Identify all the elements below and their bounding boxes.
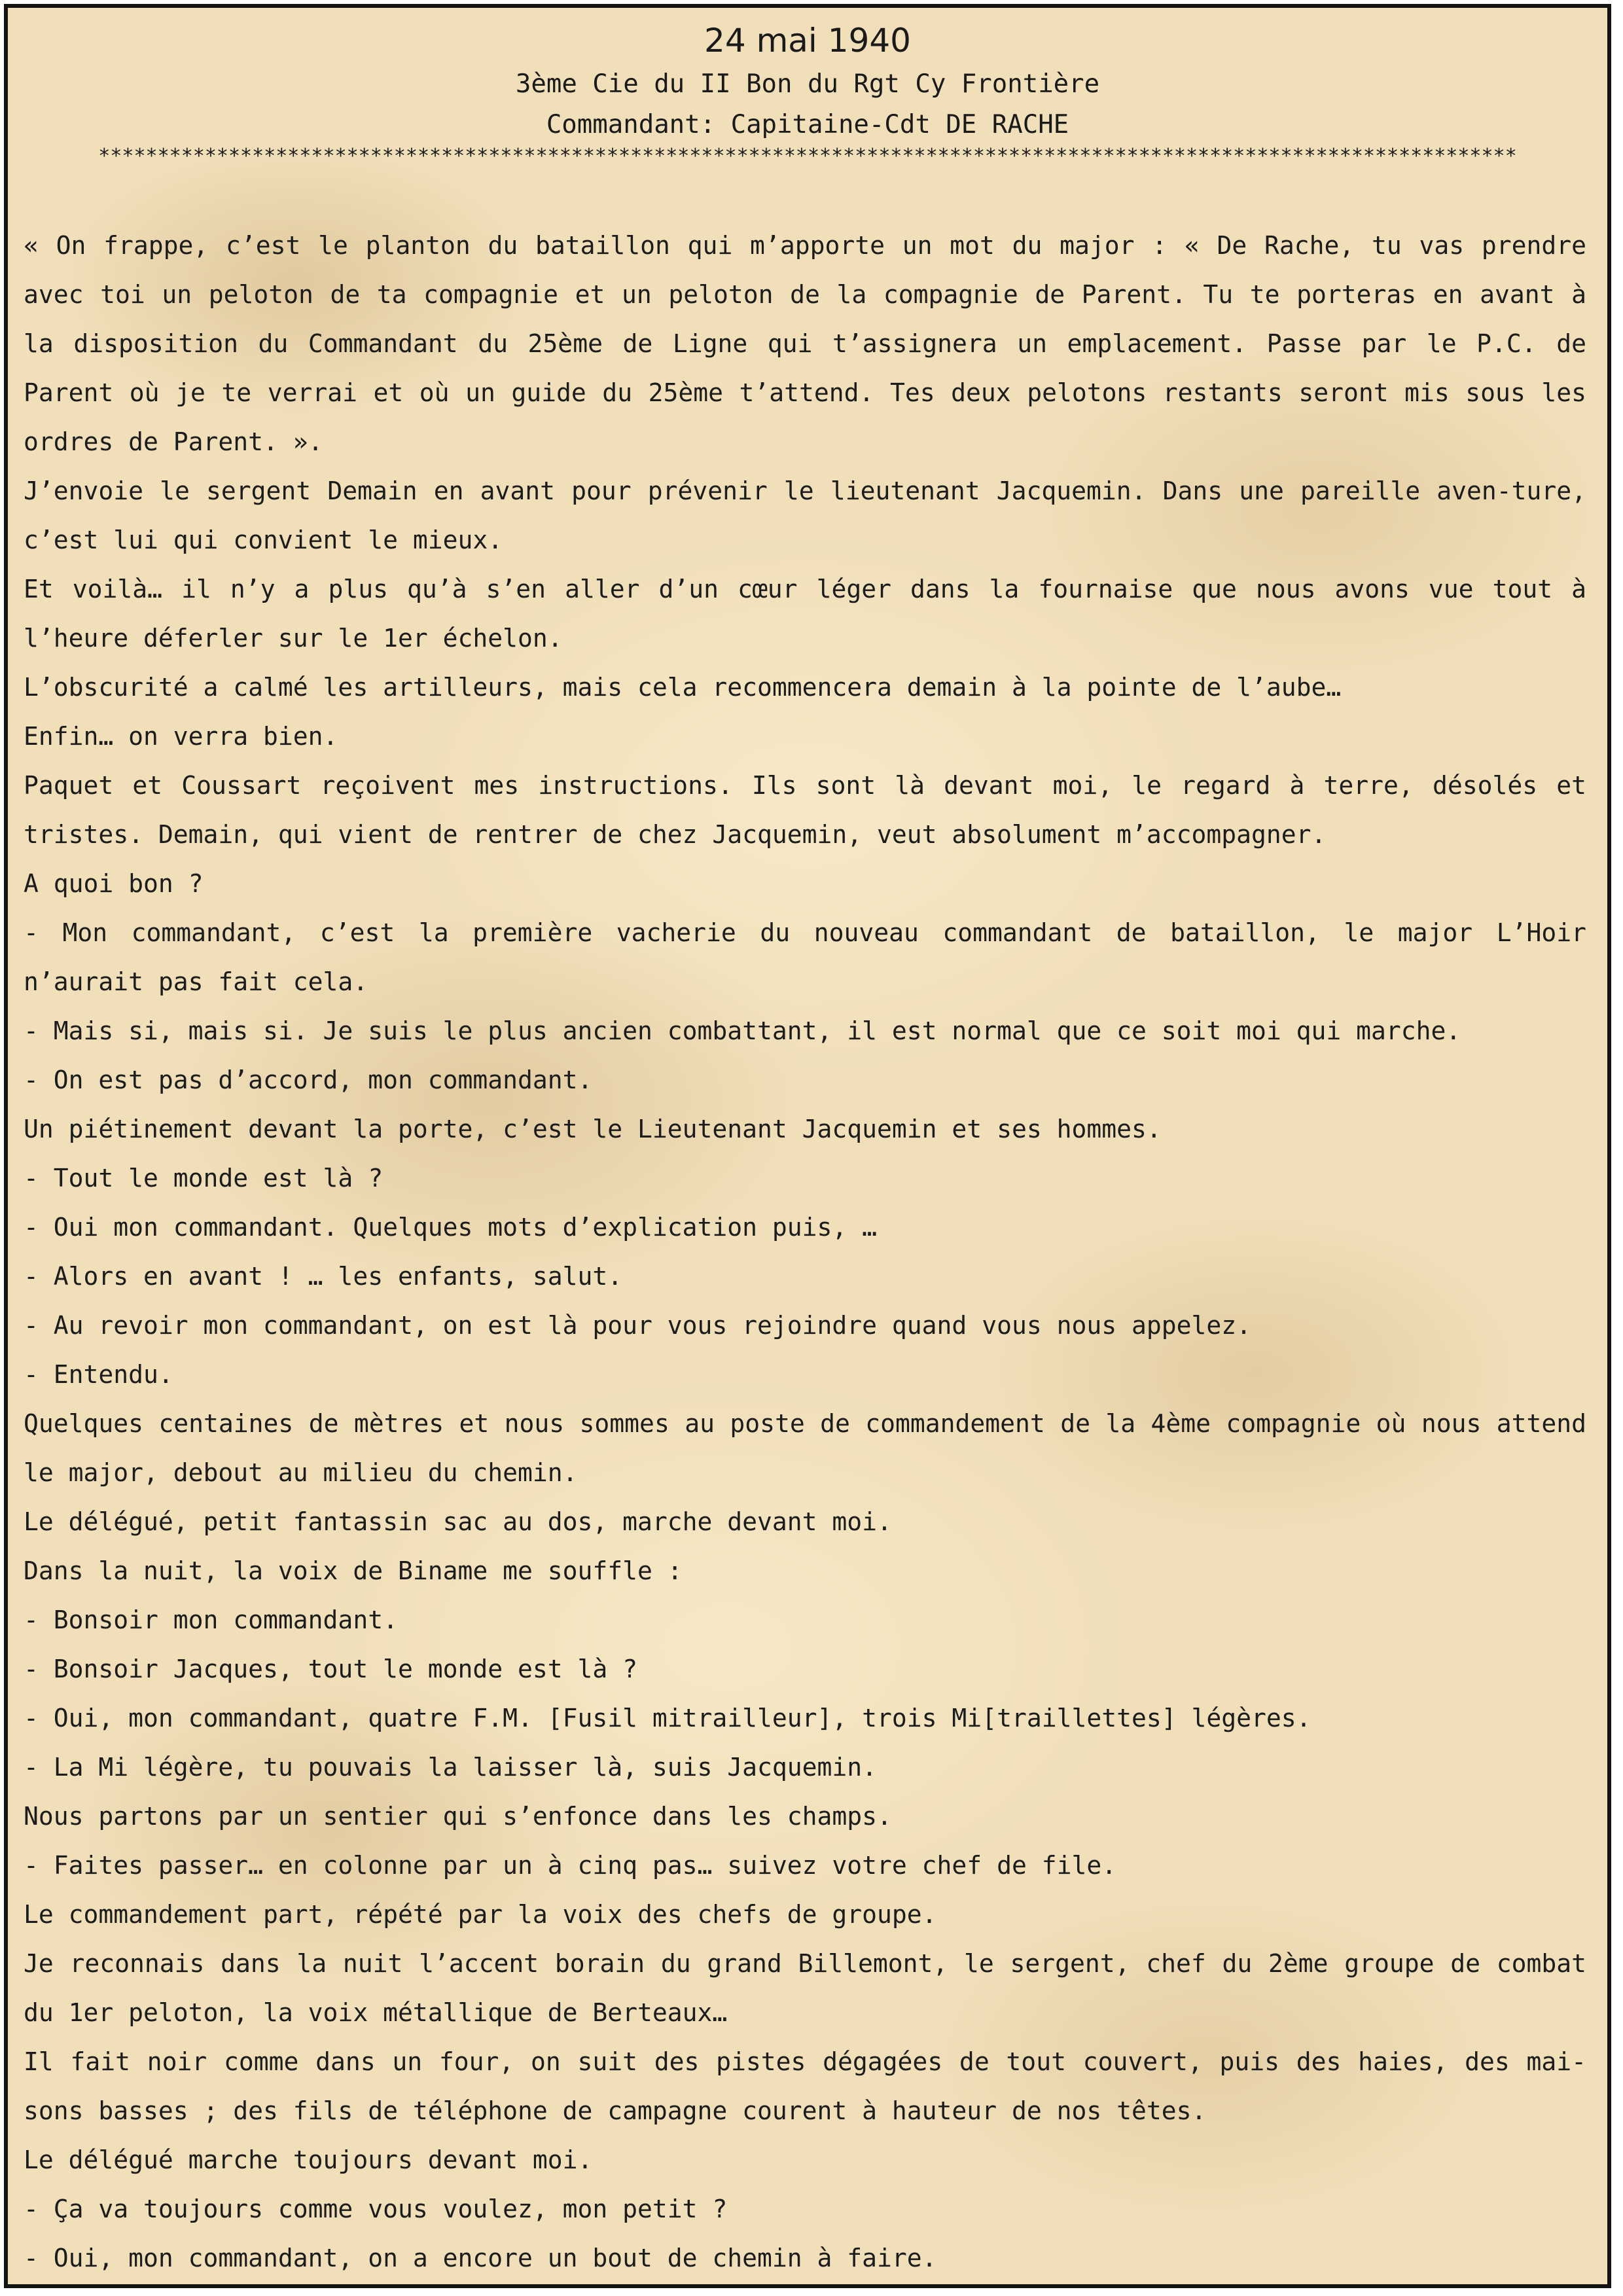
paragraph: Je reconnais dans la nuit l’accent borain du grand Billemont, le sergent, chef du 2ème groupe de combat du 1er peloton, la voix métallique de Berteaux… <box>24 1949 1586 2027</box>
paragraph: Un piétinement devant la porte, c’est le Lieutenant Jacquemin et ses hommes. <box>24 1115 1162 1143</box>
paragraph: Il fait noir comme dans un four, on suit des pistes dégagées de tout couvert, puis des haies, des mai-sons basses ; des fils de téléphone de campagne courent à hauteur de nos têtes. <box>24 2047 1586 2125</box>
paragraph: - On est pas d’accord, mon commandant. <box>24 1066 593 1094</box>
paragraph: - La Mi légère, tu pouvais la laisser là, suis Jacquemin. <box>24 1753 878 1782</box>
paragraph: - Oui, mon commandant, quatre F.M. [Fusil mitrailleur], trois Mi[traillettes] légères. <box>24 1704 1311 1732</box>
paragraph: - Oui, mon commandant, on a encore un bout de chemin à faire. <box>24 2244 937 2272</box>
paragraph: Et voilà… il n’y a plus qu’à s’en aller d’un cœur léger dans la fournaise que nous avons vue tout à l’heure déferler sur le 1er échelon. <box>24 575 1586 653</box>
paragraph: - Bonsoir Jacques, tout le monde est là ? <box>24 1655 637 1683</box>
paragraph: - Oui mon commandant. Quelques mots d’explication puis, … <box>24 1213 878 1242</box>
paragraph: « On frappe, c’est le planton du bataillon qui m’apporte un mot du major : « De Rache, tu vas prendre avec toi un peloton de ta compagnie et un peloton de la compagnie de Parent. Tu te porteras en avant à la disposition du Commandant du 25ème de Ligne qui t’assignera un emplacement. Passe par le P.C. de Parent où je te verrai et où un guide du 25ème t’attend. Tes deux pelotons restants seront mis sous les ordres de Parent. ». <box>24 231 1586 456</box>
asterisk-separator: ************************************************************************************************************************ <box>98 145 1517 168</box>
page-title: 24 mai 1940 <box>704 22 911 60</box>
paragraph: - Ça va toujours comme vous voulez, mon petit ? <box>24 2195 728 2223</box>
paragraph: Le délégué, petit fantassin sac au dos, marche devant moi. <box>24 1507 892 1536</box>
paragraph: - Tout le monde est là ? <box>24 1164 383 1193</box>
document-body <box>24 221 1586 2283</box>
paragraph: Paquet et Coussart reçoivent mes instructions. Ils sont là devant moi, le regard à terre, désolés et tristes. Demain, qui vient de rentrer de chez Jacquemin, veut absolument m’accompagner. <box>24 771 1586 849</box>
document-header <box>8 17 1607 168</box>
paragraph: Le commandement part, répété par la voix des chefs de groupe. <box>24 1900 937 1929</box>
commander-line: Commandant: Capitaine-Cdt DE RACHE <box>546 110 1069 139</box>
paragraph: - Faites passer… en colonne par un à cinq pas… suivez votre chef de file. <box>24 1851 1117 1880</box>
paragraph: - Mais si, mais si. Je suis le plus ancien combattant, il est normal que ce soit moi qui marche. <box>24 1016 1461 1045</box>
paragraph: Enfin… on verra bien. <box>24 722 338 751</box>
paragraph: - Bonsoir mon commandant. <box>24 1605 398 1634</box>
paragraph: Quelques centaines de mètres et nous sommes au poste de commandement de la 4ème compagnie où nous attend le major, debout au milieu du chemin. <box>24 1409 1586 1487</box>
paragraph: - Mon commandant, c’est la première vacherie du nouveau commandant de bataillon, le major L’Hoir n’aurait pas fait cela. <box>24 918 1586 996</box>
unit-line: 3ème Cie du II Bon du Rgt Cy Frontière <box>515 69 1100 99</box>
paragraph: J’envoie le sergent Demain en avant pour prévenir le lieutenant Jacquemin. Dans une pareille aven-ture, c’est lui qui convient le mieux. <box>24 476 1586 554</box>
paragraph: - Au revoir mon commandant, on est là pour vous rejoindre quand vous nous appelez. <box>24 1311 1251 1340</box>
paragraph: Nous partons par un sentier qui s’enfonce dans les champs. <box>24 1802 892 1831</box>
paragraph: Dans la nuit, la voix de Biname me souffle : <box>24 1556 683 1585</box>
paragraph: - Alors en avant ! … les enfants, salut. <box>24 1262 623 1291</box>
paragraph: - Entendu. <box>24 1360 173 1389</box>
paragraph: Le délégué marche toujours devant moi. <box>24 2145 593 2174</box>
page-frame <box>4 4 1611 2288</box>
paragraph: L’obscurité a calmé les artilleurs, mais cela recommencera demain à la pointe de l’aube… <box>24 673 1342 702</box>
paragraph: A quoi bon ? <box>24 869 204 898</box>
